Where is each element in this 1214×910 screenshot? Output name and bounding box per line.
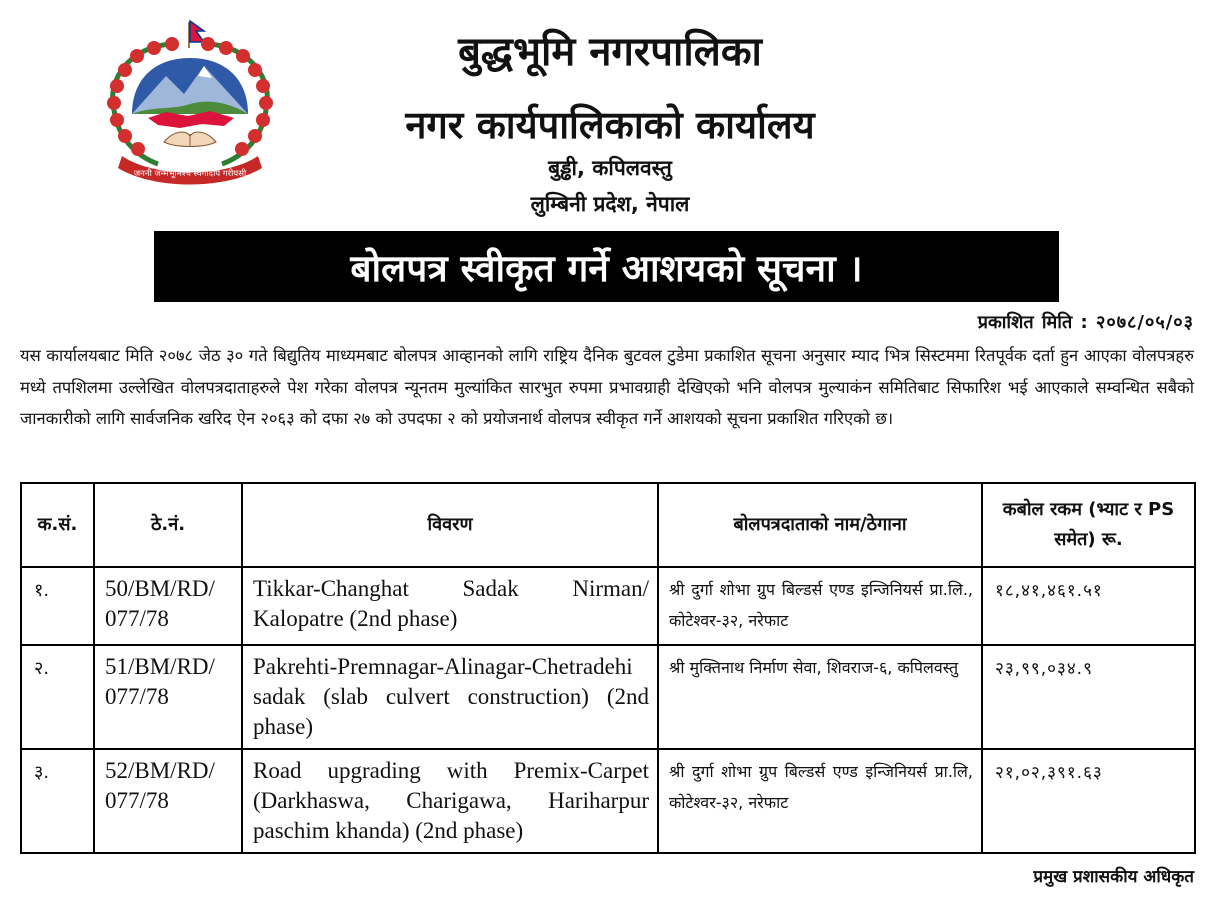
nepal-emblem-logo <box>92 18 288 188</box>
row-sn: १. <box>21 567 94 645</box>
header-bidder: बोलपत्रदाताको नाम/ठेगाना <box>658 483 982 567</box>
table-row <box>21 645 1195 749</box>
row-amount: २१,०२,३९१.६३ <box>982 749 1195 853</box>
notice-title: बोलपत्र स्वीकृत गर्ने आशयको सूचना । <box>350 247 863 290</box>
signatory-title: प्रमुख प्रशासकीय अधिकृत <box>1033 867 1194 887</box>
header-sn: क.सं. <box>21 483 94 567</box>
table-header-row <box>21 483 1195 567</box>
row-description: Pakrehti-Premnagar-Alinagar-Chetradehi sadak (slab culvert construction) (2nd phase) <box>242 645 658 749</box>
published-date-value: २०७८/०५/०३ <box>1095 312 1194 333</box>
published-date <box>978 310 1194 336</box>
row-sn: २. <box>21 645 94 749</box>
header-description: विवरण <box>242 483 658 567</box>
mountain-icon <box>132 58 248 114</box>
row-description: Road upgrading with Premix-Carpet (Darkhaswa, Charigawa, Hariharpur paschim khanda) (2nd phase) <box>242 749 658 853</box>
row-amount: २३,९९,०३४.९ <box>982 645 1195 749</box>
emblem-motto: जननी जन्मभूमिश्च स्वर्गादपि गरीयसी <box>133 169 247 179</box>
notice-intro-paragraph: यस कार्यालयबाट मिति २०७८ जेठ ३० गते बिद्युतिय माध्यमबाट बोलपत्र आव्हानको लागि राष्ट्रिय दैनिक बुटवल टुडेमा प्रकाशित सूचना अनुसार म्याद भित्र सिस्टममा रितपूर्वक दर्ता हुन आएका वोलपत्रहरु मध्ये तपशिलमा उल्लेखित वोलपत्रदाताहरुले पेश गरेका वोलपत्र न्यूनतम मुल्यांकित सारभुत रुपमा प्रभावग्राही देखिएको भनि वोलपत्र मुल्याकंन समितिबाट सिफारिश भई आएकाले सम्वन्धित सबैको जानकारीको लागि सार्वजनिक खरिद ऐन २०६३ को दफा २७ को उपदफा २ को प्रयोजनार्थ वोलपत्र स्वीकृत गर्ने आशयको सूचना प्रकाशित गरिएको छ। <box>20 346 1194 428</box>
bid-table <box>20 482 1196 854</box>
table-row <box>21 567 1195 645</box>
notice-title-banner <box>154 231 1059 302</box>
address-line-2: लुम्बिनी प्रदेश, नेपाल <box>530 192 690 216</box>
row-contract-no: 52/BM/RD/ 077/78 <box>94 749 242 853</box>
handshake-icon <box>164 132 216 146</box>
table-row <box>21 749 1195 853</box>
row-amount: १८,४१,४६१.५१ <box>982 567 1195 645</box>
row-contract-no: 50/BM/RD/ 077/78 <box>94 567 242 645</box>
published-date-label: प्रकाशित मिति : <box>977 312 1088 333</box>
row-contract-no: 51/BM/RD/ 077/78 <box>94 645 242 749</box>
municipality-name: बुद्धभूमि नगरपालिका <box>458 29 762 75</box>
row-description: Tikkar-Changhat Sadak Nirman/ Kalopatre (2nd phase) <box>242 567 658 645</box>
header-amount: कबोल रकम (भ्याट र PS समेत) रू. <box>982 483 1195 567</box>
row-bidder: श्री मुक्तिनाथ निर्माण सेवा, शिवराज-६, कपिलवस्तु <box>658 645 982 749</box>
row-bidder: श्री दुर्गा शोभा ग्रुप बिल्डर्स एण्ड इन्जिनियर्स प्रा.लि, कोटेश्वर-३२, नरेफाट <box>658 749 982 853</box>
row-sn: ३. <box>21 749 94 853</box>
row-bidder: श्री दुर्गा शोभा ग्रुप बिल्डर्स एण्ड इन्जिनियर्स प्रा.लि., कोटेश्वर-३२, नरेफाट <box>658 567 982 645</box>
header-contract-no: ठे.नं. <box>94 483 242 567</box>
address-line-1: बुड्ढी, कपिलवस्तु <box>548 156 672 180</box>
office-title: नगर कार्यपालिकाको कार्यालय <box>405 103 815 147</box>
